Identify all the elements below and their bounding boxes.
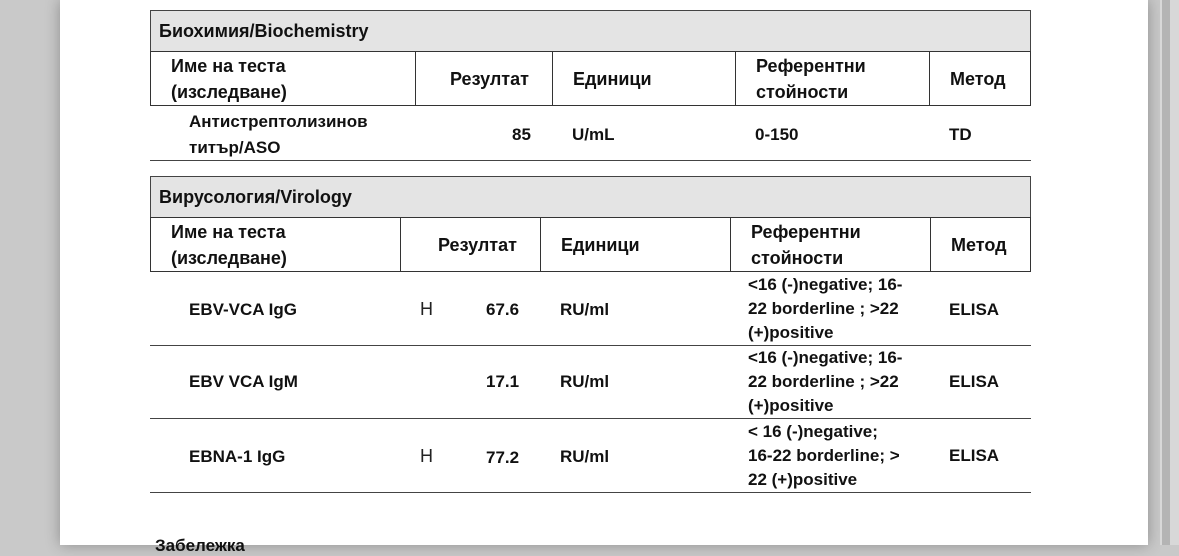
scrollbar[interactable] — [1160, 0, 1179, 545]
note-label: Забележка — [155, 536, 245, 555]
units-value: RU/ml — [560, 372, 610, 391]
high-flag: H — [420, 446, 433, 466]
header-label: Метод — [950, 69, 1006, 89]
header-label: Име на теста — [171, 56, 286, 76]
result-value: 85 — [512, 125, 531, 144]
result-value: 17.1 — [486, 372, 520, 391]
column-header-units — [540, 217, 731, 272]
column-header-test-name — [150, 51, 416, 106]
result-value: 77.2 — [486, 448, 520, 467]
reference-value: 22 borderline ; >22 — [748, 372, 899, 391]
reference-value: 22 borderline ; >22 — [748, 299, 899, 318]
row-divider — [150, 418, 1031, 419]
scrollbar-track[interactable] — [1162, 0, 1170, 545]
method-value: ELISA — [949, 446, 1000, 465]
header-label: Референтни — [751, 222, 861, 242]
method-value: TD — [949, 125, 972, 144]
test-name: EBV-VCA IgG — [189, 300, 297, 319]
reference-value: 0-150 — [755, 125, 799, 144]
method-value: ELISA — [949, 300, 1000, 319]
biochemistry-section — [150, 10, 1031, 162]
header-label: стойности — [756, 82, 849, 102]
column-header-result — [415, 51, 553, 106]
header-label: Метод — [951, 235, 1007, 255]
reference-value: 22 (+)positive — [748, 470, 858, 489]
reference-value: (+)positive — [748, 396, 834, 415]
units-value: U/mL — [572, 125, 615, 144]
row-divider — [150, 492, 1031, 493]
column-header-reference — [730, 217, 931, 272]
reference-value: < 16 (-)negative; — [748, 422, 878, 441]
test-name: EBV VCA IgM — [189, 372, 298, 391]
test-name: Антистрептолизинов — [189, 112, 368, 131]
test-name: титър/ASO — [189, 138, 281, 157]
header-label: стойности — [751, 248, 844, 268]
column-header-units — [552, 51, 736, 106]
method-value: ELISA — [949, 372, 1000, 391]
high-flag: H — [420, 299, 433, 319]
units-value: RU/ml — [560, 300, 610, 319]
header-label: Име на теста — [171, 222, 286, 242]
column-header-test-name — [150, 217, 401, 272]
column-header-result — [400, 217, 541, 272]
header-label: Резултат — [438, 235, 517, 255]
reference-value: <16 (-)negative; 16- — [748, 348, 903, 367]
reference-value: (+)positive — [748, 323, 834, 342]
column-header-reference — [735, 51, 930, 106]
header-label: (изследване) — [171, 82, 287, 102]
section-title: Биохимия/Biochemistry — [150, 10, 1031, 52]
test-name: EBNA-1 IgG — [189, 447, 286, 466]
header-label: Единици — [573, 69, 652, 89]
header-label: Резултат — [450, 69, 529, 89]
header-label: Единици — [561, 235, 640, 255]
result-value: 67.6 — [486, 300, 520, 319]
reference-value: <16 (-)negative; 16- — [748, 275, 903, 294]
section-title: Вирусология/Virology — [150, 176, 1031, 218]
header-label: (изследване) — [171, 248, 287, 268]
reference-value: 16-22 borderline; > — [748, 446, 900, 465]
column-header-method — [930, 217, 1031, 272]
header-label: Референтни — [756, 56, 866, 76]
virology-section — [150, 176, 1031, 494]
row-divider — [150, 160, 1031, 161]
column-header-method — [929, 51, 1031, 106]
units-value: RU/ml — [560, 447, 610, 466]
